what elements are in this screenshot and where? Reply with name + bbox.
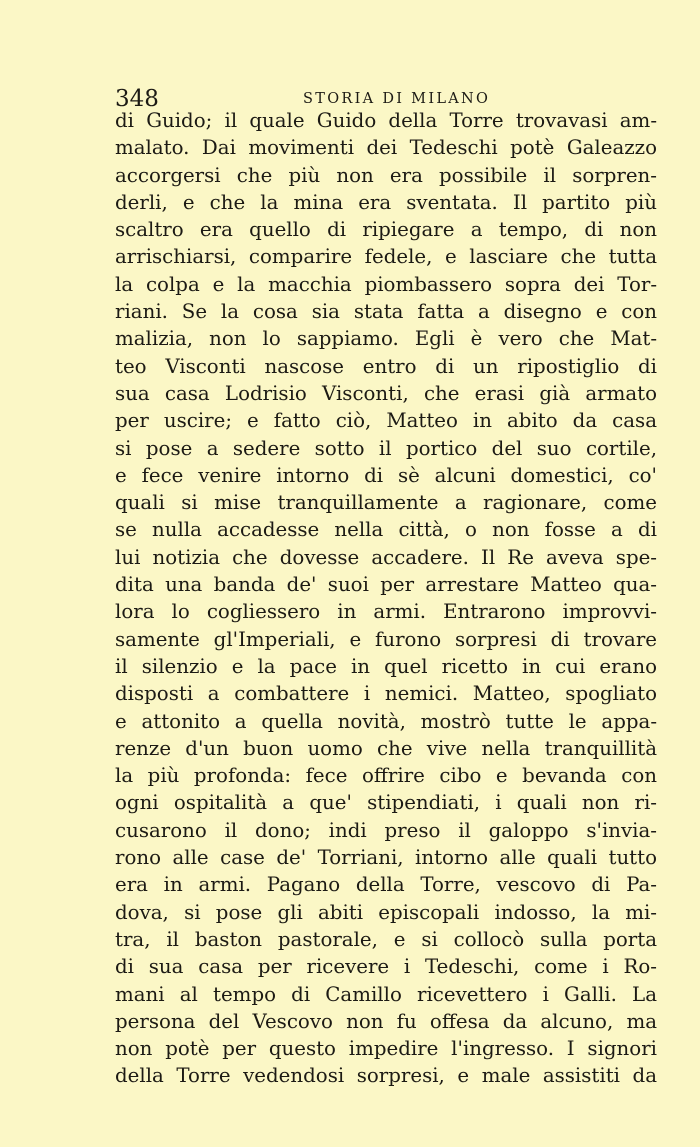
body-text [115, 107, 657, 1090]
text-line: arrischiarsi, comparire fedele, e lasciare che tutta [115, 245, 657, 269]
text-line: lui notizia che dovesse accadere. Il Re aveva spe- [115, 545, 657, 569]
text-line: scaltro era quello di ripiegare a tempo, di non [115, 218, 657, 242]
text-line: quali si mise tranquillamente a ragionare, come [115, 491, 657, 515]
text-line: ogni ospitalità a que' stipendiati, i quali non ri- [115, 791, 657, 815]
text-line: la più profonda: fece offrire cibo e bevanda con [115, 764, 657, 788]
text-line: lora lo cogliessero in armi. Entrarono improvvi- [115, 600, 657, 624]
text-line: persona del Vescovo non fu offesa da alcuno, ma [115, 1009, 657, 1033]
text-line: teo Visconti nascose entro di un ripostiglio di [115, 354, 657, 378]
text-line: se nulla accadesse nella città, o non fosse a di [115, 518, 657, 542]
text-line: derli, e che la mina era sventata. Il partito più [115, 190, 657, 214]
text-line: cusarono il dono; indi preso il galoppo s'invia- [115, 818, 657, 842]
text-line: era in armi. Pagano della Torre, vescovo di Pa- [115, 873, 657, 897]
text-line: rono alle case de' Torriani, intorno alle quali tutto [115, 846, 657, 870]
text-line: della Torre vedendosi sorpresi, e male assistiti da [115, 1064, 657, 1088]
text-line: sua casa Lodrisio Visconti, che erasi già armato [115, 381, 657, 405]
text-line: si pose a sedere sotto il portico del suo cortile, [115, 436, 657, 460]
text-line: riani. Se la cosa sia stata fatta a disegno e con [115, 300, 657, 324]
text-line: per uscire; e fatto ciò, Matteo in abito da casa [115, 409, 657, 433]
text-line: mani al tempo di Camillo ricevettero i Galli. La [115, 982, 657, 1006]
text-line: malato. Dai movimenti dei Tedeschi potè Galeazzo [115, 136, 657, 160]
text-line: tra, il baston pastorale, e si collocò sulla porta [115, 927, 657, 951]
running-head: STORIA DI MILANO [303, 91, 491, 107]
text-line: malizia, non lo sappiamo. Egli è vero che Mat- [115, 327, 657, 351]
text-line: non potè per questo impedire l'ingresso. I signori [115, 1037, 657, 1061]
text-line: e fece venire intorno di sè alcuni domestici, co' [115, 463, 657, 487]
text-line: disposti a combattere i nemici. Matteo, spogliato [115, 682, 657, 706]
text-line: e attonito a quella novità, mostrò tutte le appa- [115, 709, 657, 733]
text-line: renze d'un buon uomo che vive nella tranquillità [115, 736, 657, 760]
page-number: 348 [115, 86, 159, 112]
text-line: di sua casa per ricevere i Tedeschi, come i Ro- [115, 955, 657, 979]
text-line: il silenzio e la pace in quel ricetto in cui erano [115, 654, 657, 678]
text-line: accorgersi che più non era possibile il sorpren- [115, 163, 657, 187]
text-line: di Guido; il quale Guido della Torre trovavasi am- [115, 109, 657, 132]
text-line: dova, si pose gli abiti episcopali indosso, la mi- [115, 900, 657, 924]
text-line: dita una banda de' suoi per arrestare Matteo qua- [115, 573, 657, 597]
text-line: la colpa e la macchia piombassero sopra dei Tor- [115, 272, 657, 296]
text-line: samente gl'Imperiali, e furono sorpresi di trovare [115, 627, 657, 651]
